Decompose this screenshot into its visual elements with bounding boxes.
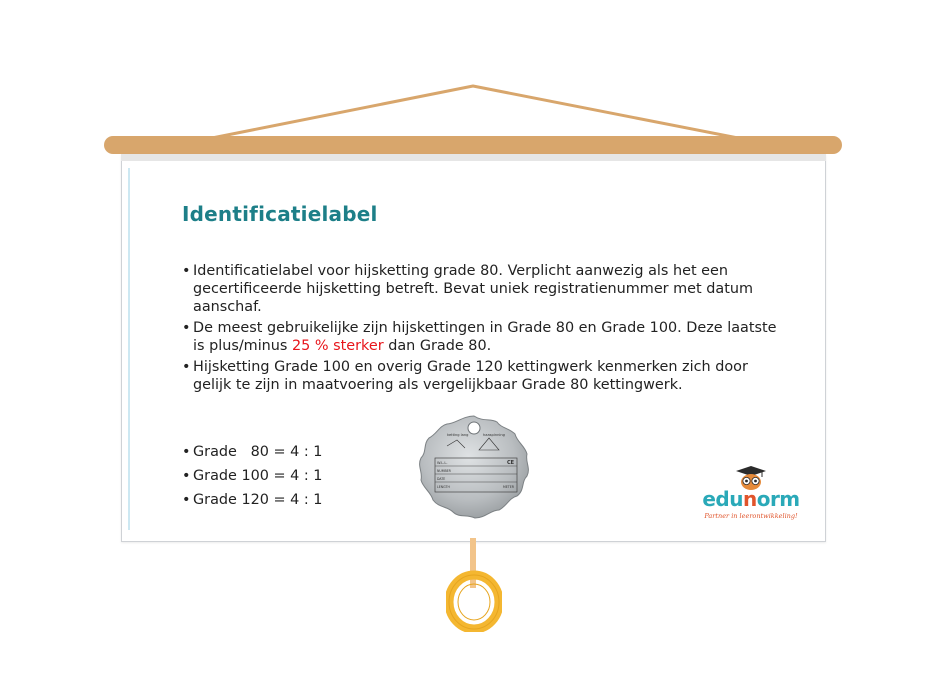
bullet-text: dan Grade 80. bbox=[383, 338, 492, 354]
bullet-text: Identificatielabel voor hijsketting grade 80. Verplicht aanwezig als het een gecertificeerde hijsketting betreft. Bevat uniek registratienummer met datum aanschaf. bbox=[193, 263, 753, 315]
grade-text: Grade 80 = 4 : 1 bbox=[193, 444, 323, 460]
chain-tag-icon bbox=[417, 414, 531, 520]
tag-meter-label: METER bbox=[503, 485, 514, 489]
tag-wll-label: W.L.L. bbox=[437, 461, 448, 465]
tag-number-label: NUMBER bbox=[437, 469, 451, 473]
bullet-item bbox=[182, 262, 782, 316]
tag-ce-mark: CE bbox=[507, 460, 515, 466]
slide-title: Identificatielabel bbox=[182, 202, 378, 226]
grade-item bbox=[182, 489, 322, 513]
tag-date-label: DATE bbox=[437, 477, 446, 481]
tag-length-label: LENGTH bbox=[437, 485, 450, 489]
logo-tagline: Partner in leerontwikkeling! bbox=[704, 512, 798, 520]
bullet-text: De meest gebruikelijke zijn hijskettingen in Grade 80 en Grade 100. Deze laatste is plus/minus bbox=[193, 320, 777, 354]
bullet-item bbox=[182, 319, 782, 355]
logo-wordmark bbox=[702, 488, 800, 510]
bullet-list bbox=[182, 262, 782, 397]
grade-text: Grade 120 = 4 : 1 bbox=[193, 492, 323, 508]
logo-part-n: n bbox=[742, 487, 757, 511]
pull-ring-icon bbox=[446, 568, 502, 632]
tag-top-right-label: haaspinning bbox=[483, 433, 505, 437]
edunorm-logo bbox=[702, 466, 800, 526]
grade-item bbox=[182, 441, 322, 465]
bullet-text: Hijsketting Grade 100 en overig Grade 120 kettingwerk kenmerken zich door gelijk te zijn in maatvoering als vergelijkbaar Grade 80 kettingwerk. bbox=[193, 359, 748, 393]
grade-item bbox=[182, 465, 322, 489]
screen-left-accent bbox=[128, 168, 130, 530]
grade-text: Grade 100 = 4 : 1 bbox=[193, 468, 323, 484]
logo-part-orm: orm bbox=[756, 487, 800, 511]
screen-top-band bbox=[121, 154, 826, 161]
grade-list bbox=[182, 441, 322, 513]
logo-part-edu: edu bbox=[702, 487, 743, 511]
bullet-item bbox=[182, 358, 782, 394]
screen-rod bbox=[104, 136, 842, 154]
tag-top-left-label: ketting lang bbox=[447, 433, 469, 437]
highlight-text: 25 % sterker bbox=[292, 338, 384, 354]
